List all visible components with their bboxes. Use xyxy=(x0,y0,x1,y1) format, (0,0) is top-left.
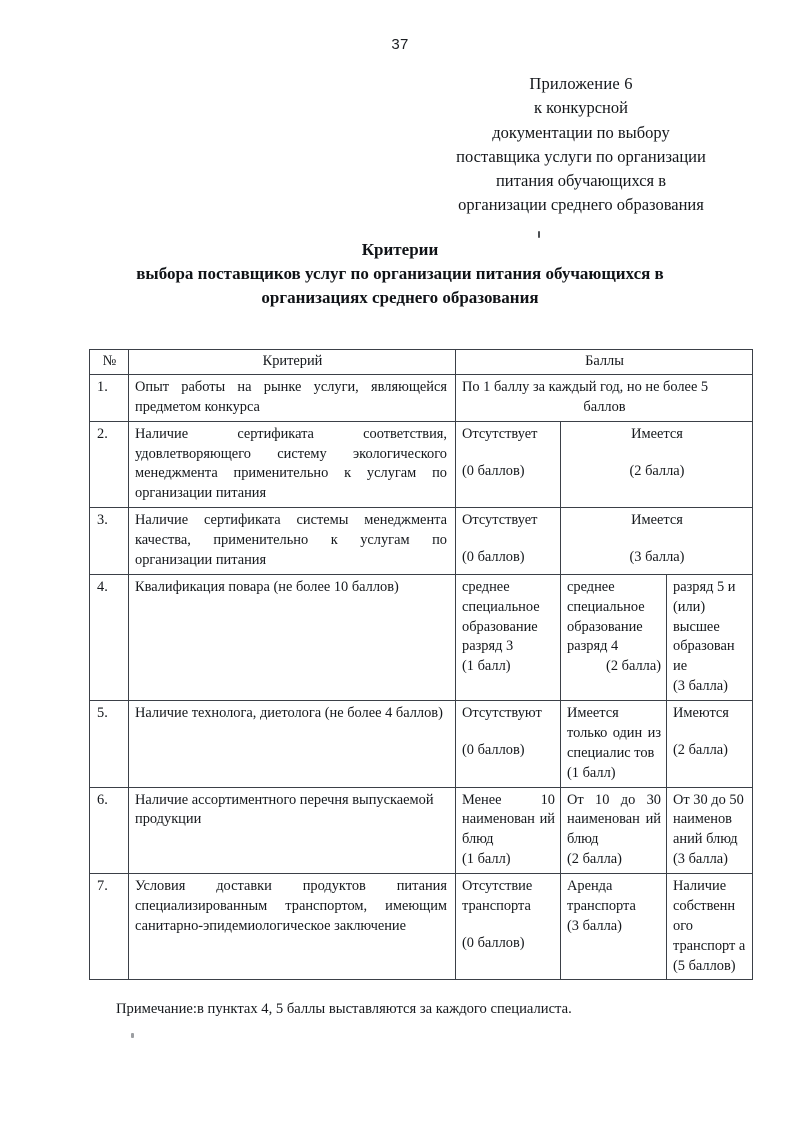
score-text: Отсутствует xyxy=(462,425,538,442)
row-criterion: Квалификация повара (не более 10 баллов) xyxy=(129,574,456,700)
criteria-table xyxy=(89,349,753,980)
row-criterion: Наличие сертификата системы менеджмента качества, применительно к услугам по организации питания xyxy=(129,508,456,575)
score-text: разряд 5 и (или) высшее образован ие xyxy=(673,578,736,675)
row-score-cell xyxy=(561,508,753,575)
score-text: Имеется xyxy=(631,512,683,529)
row-number: 1. xyxy=(90,374,129,421)
page-number: 37 xyxy=(391,36,409,53)
row-number: 3. xyxy=(90,508,129,575)
row-criterion: Опыт работы на рынке услуги, являющейся предметом конкурса xyxy=(129,374,456,421)
spacer xyxy=(567,531,747,548)
spacer xyxy=(462,724,555,741)
row-score-cell xyxy=(561,421,753,508)
row-score-cell xyxy=(561,701,667,788)
row-score-cell xyxy=(456,874,561,980)
score-points: баллов xyxy=(583,398,626,415)
score-text: Отсутствие транспорта xyxy=(462,878,533,914)
row-criterion: Наличие технолога, диетолога (не более 4 баллов) xyxy=(129,701,456,788)
score-points: (3 балла) xyxy=(673,678,728,695)
addressee-line-3: документации по выбору xyxy=(492,122,670,142)
table-row xyxy=(90,374,753,421)
header-cell-points: Баллы xyxy=(456,350,753,375)
addressee-block xyxy=(400,72,762,218)
row-number: 4. xyxy=(90,574,129,700)
row-number: 5. xyxy=(90,701,129,788)
score-points: (2 балла) xyxy=(673,741,728,758)
row-score-cell xyxy=(667,574,753,700)
score-points: (1 балл) xyxy=(462,851,511,868)
table-row xyxy=(90,787,753,874)
title-sub-line-1: выбора поставщиков услуг по организации питания обучающихся в xyxy=(136,264,664,284)
score-text: Аренда транспорта xyxy=(567,878,636,914)
row-score-cell xyxy=(456,787,561,874)
addressee-line-1: Приложение 6 xyxy=(529,74,633,93)
score-text: От 30 до 50 наименов аний блюд xyxy=(673,791,744,848)
score-points: (2 балла) xyxy=(606,658,661,675)
table-row xyxy=(90,574,753,700)
score-points: (1 балл) xyxy=(567,764,616,781)
ink-artifact-icon xyxy=(131,1033,134,1038)
row-score-cell xyxy=(667,701,753,788)
row-criterion: Наличие сертификата соответствия, удовлетворяющего систему экологического менеджмента применительно к услугам по организации питания xyxy=(129,421,456,508)
addressee-line-5: питания обучающихся в xyxy=(495,171,667,190)
addressee-line-2: к конкурсной xyxy=(534,98,628,118)
score-text: Отсутствует xyxy=(462,512,538,529)
score-text: Имеются xyxy=(673,705,729,721)
row-score-cell xyxy=(561,787,667,874)
score-points: (3 балла) xyxy=(673,851,728,868)
score-text: Имеется xyxy=(631,425,683,442)
row-score-cell xyxy=(456,574,561,700)
row-score-cell xyxy=(667,787,753,874)
addressee-line-4: поставщика услуги по организации xyxy=(456,146,706,166)
row-score-cell xyxy=(456,421,561,508)
score-points: (0 баллов) xyxy=(462,462,525,479)
table-header-row xyxy=(90,350,753,375)
score-points: (3 балла) xyxy=(567,917,622,934)
score-points: (0 баллов) xyxy=(462,934,525,951)
score-text: Менее 10 наименован ий блюд xyxy=(462,791,555,848)
header-cell-criterion: Критерий xyxy=(129,350,456,375)
header-cell-num: № xyxy=(90,350,129,375)
table-row xyxy=(90,421,753,508)
row-score-cell xyxy=(667,874,753,980)
row-number: 2. xyxy=(90,421,129,508)
row-criterion: Условия доставки продуктов питания специализированным транспортом, имеющим санитарно-эпидемиологическое заключение xyxy=(129,874,456,980)
score-points: (2 балла) xyxy=(567,851,622,868)
table-row xyxy=(90,874,753,980)
score-text: Имеется только один из специалис тов xyxy=(567,705,661,761)
score-points: (0 баллов) xyxy=(462,549,525,565)
row-score-cell xyxy=(561,574,667,700)
spacer xyxy=(567,445,747,462)
score-points: (0 баллов) xyxy=(462,741,525,758)
page-title xyxy=(100,238,700,310)
score-text: среднее специальное образование разряд 4 xyxy=(567,578,645,655)
score-points: (2 балла) xyxy=(629,462,685,479)
score-points: (5 баллов) xyxy=(673,957,736,974)
score-text: Наличие собственн ого транспорт а xyxy=(673,878,746,954)
row-score-cell xyxy=(456,508,561,575)
row-number: 7. xyxy=(90,874,129,980)
score-text: среднее специальное образование разряд 3 xyxy=(462,578,540,655)
row-score-cell xyxy=(561,874,667,980)
score-text: От 10 до 30 наименован ий блюд xyxy=(567,791,661,848)
row-criterion: Наличие ассортиментного перечня выпускаемой продукции xyxy=(129,787,456,874)
row-score-cell xyxy=(456,374,753,421)
score-points: (3 балла) xyxy=(629,549,685,565)
score-text: Отсутствуют xyxy=(462,705,542,721)
table-row xyxy=(90,701,753,788)
table-row xyxy=(90,508,753,575)
row-score-cell xyxy=(456,701,561,788)
ink-artifact-icon xyxy=(538,231,540,238)
spacer xyxy=(462,445,555,462)
title-sub-line-2: организациях среднего образования xyxy=(261,288,539,308)
title-main: Критерии xyxy=(361,240,439,259)
addressee-line-6: организации среднего образования xyxy=(458,195,704,215)
spacer xyxy=(462,531,555,548)
spacer xyxy=(462,917,555,934)
table-footnote: Примечание:в пунктах 4, 5 баллы выставляются за каждого специалиста. xyxy=(116,1001,572,1017)
score-points: (1 балл) xyxy=(462,658,511,675)
score-text: По 1 баллу за каждый год, но не более 5 xyxy=(462,378,709,395)
row-number: 6. xyxy=(90,787,129,874)
spacer xyxy=(673,724,747,741)
